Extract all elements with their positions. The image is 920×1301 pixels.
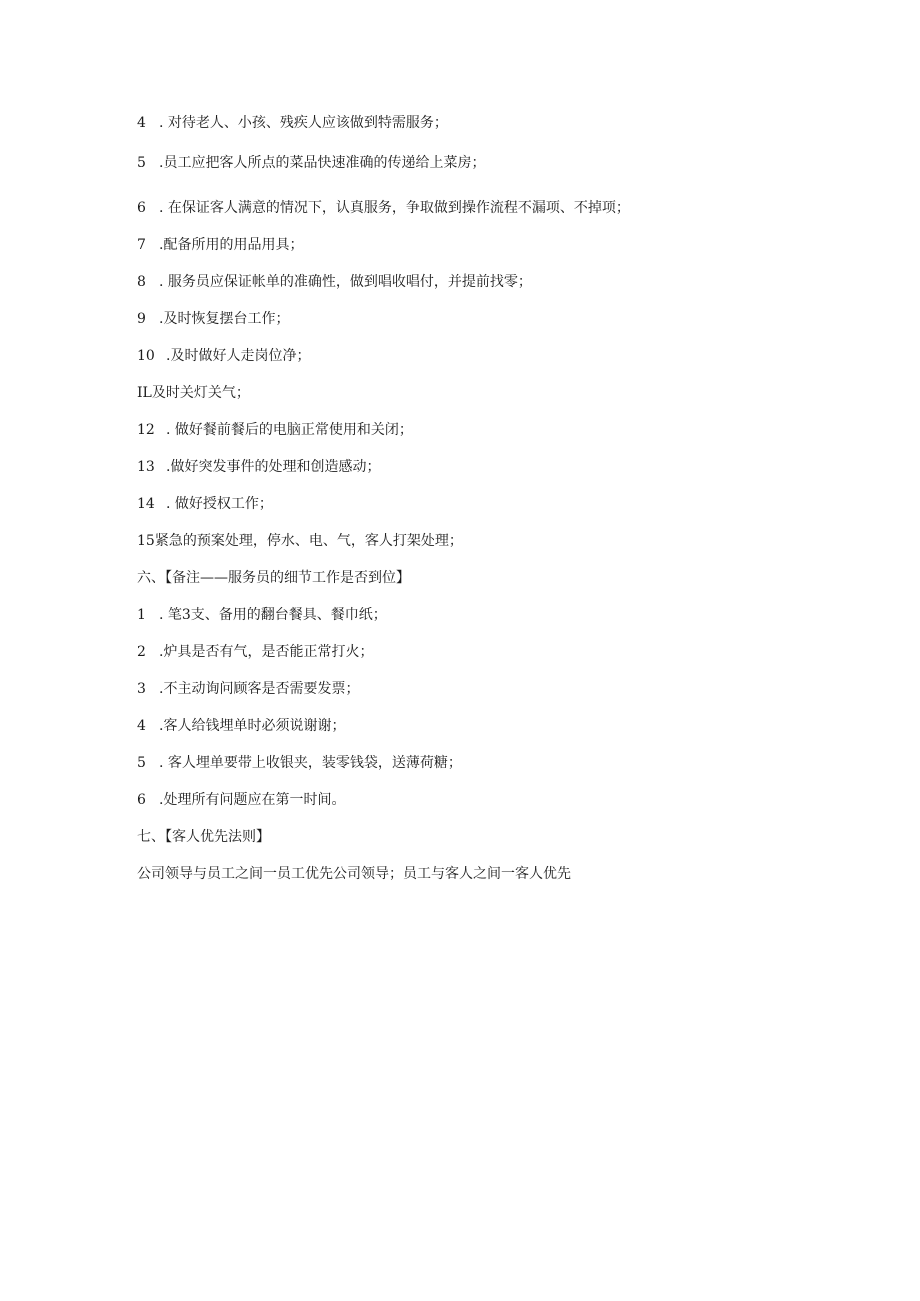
item-text: IL及时关灯关气；: [137, 385, 250, 401]
item-number: 9: [137, 311, 146, 327]
item-number: 4: [137, 718, 146, 734]
item-text: .及时恢复摆台工作；: [159, 311, 290, 327]
list-item: [137, 532, 463, 550]
section-heading: [137, 828, 270, 846]
list-item: [137, 421, 413, 439]
list-item: [137, 384, 250, 402]
item-text: 六、【备注——服务员的细节工作是否到位】: [137, 570, 410, 586]
item-text: . 在保证客人满意的情况下，认真服务，争取做到操作流程不漏项、不掉项；: [159, 200, 630, 216]
item-number: 5: [137, 755, 146, 771]
item-number: 3: [137, 681, 146, 697]
item-number: 6: [137, 200, 146, 216]
item-text: 公司领导与员工之间一员工优先公司领导；员工与客人之间一客人优先: [137, 866, 571, 882]
item-text: . 客人埋单要带上收银夹，装零钱袋，送薄荷糖；: [159, 755, 462, 771]
item-text: 七、【客人优先法则】: [137, 829, 270, 845]
item-number: 14: [137, 496, 155, 512]
list-item: [137, 236, 303, 254]
item-text: .做好突发事件的处理和创造感动；: [166, 459, 381, 475]
list-item: [137, 717, 345, 735]
item-text: 15紧急的预案处理，停水、电、气，客人打架处理；: [137, 533, 463, 549]
item-number: 5: [137, 155, 146, 171]
list-item: [137, 154, 485, 172]
item-text: . 做好餐前餐后的电脑正常使用和关闭；: [166, 422, 413, 438]
item-text: . 服务员应保证帐单的准确性，做到唱收唱付，并提前找零；: [159, 274, 532, 290]
list-item: [137, 754, 462, 772]
item-text: .处理所有问题应在第一时间。: [159, 792, 346, 808]
item-text: . 笔3支、备用的翻台餐具、餐巾纸；: [159, 607, 387, 623]
section-heading: [137, 569, 410, 587]
list-item: [137, 495, 273, 513]
item-text: .配备所用的用品用具；: [159, 237, 304, 253]
list-item: [137, 347, 310, 365]
paragraph: [137, 865, 571, 883]
item-number: 6: [137, 792, 146, 808]
item-text: .炉具是否有气，是否能正常打火；: [159, 644, 374, 660]
item-text: . 对待老人、小孩、残疾人应该做到特需服务；: [159, 115, 448, 131]
list-item: [137, 273, 532, 291]
item-number: 8: [137, 274, 146, 290]
item-number: 10: [137, 348, 155, 364]
item-number: 7: [137, 237, 146, 253]
item-number: 13: [137, 459, 155, 475]
item-number: 1: [137, 607, 146, 623]
list-item: [137, 791, 345, 809]
item-number: 2: [137, 644, 146, 660]
item-text: .不主动询问顾客是否需要发票；: [159, 681, 360, 697]
item-text: .员工应把客人所点的菜品快速准确的传递给上菜房；: [159, 155, 486, 171]
item-text: .客人给钱埋单时必须说谢谢；: [159, 718, 346, 734]
item-number: 12: [137, 422, 155, 438]
list-item: [137, 606, 387, 624]
item-text: . 做好授权工作；: [166, 496, 273, 512]
item-text: .及时做好人走岗位净；: [166, 348, 311, 364]
list-item: [137, 310, 289, 328]
list-item: [137, 199, 630, 217]
list-item: [137, 114, 448, 132]
list-item: [137, 643, 373, 661]
item-number: 4: [137, 115, 146, 131]
list-item: [137, 680, 359, 698]
list-item: [137, 458, 380, 476]
